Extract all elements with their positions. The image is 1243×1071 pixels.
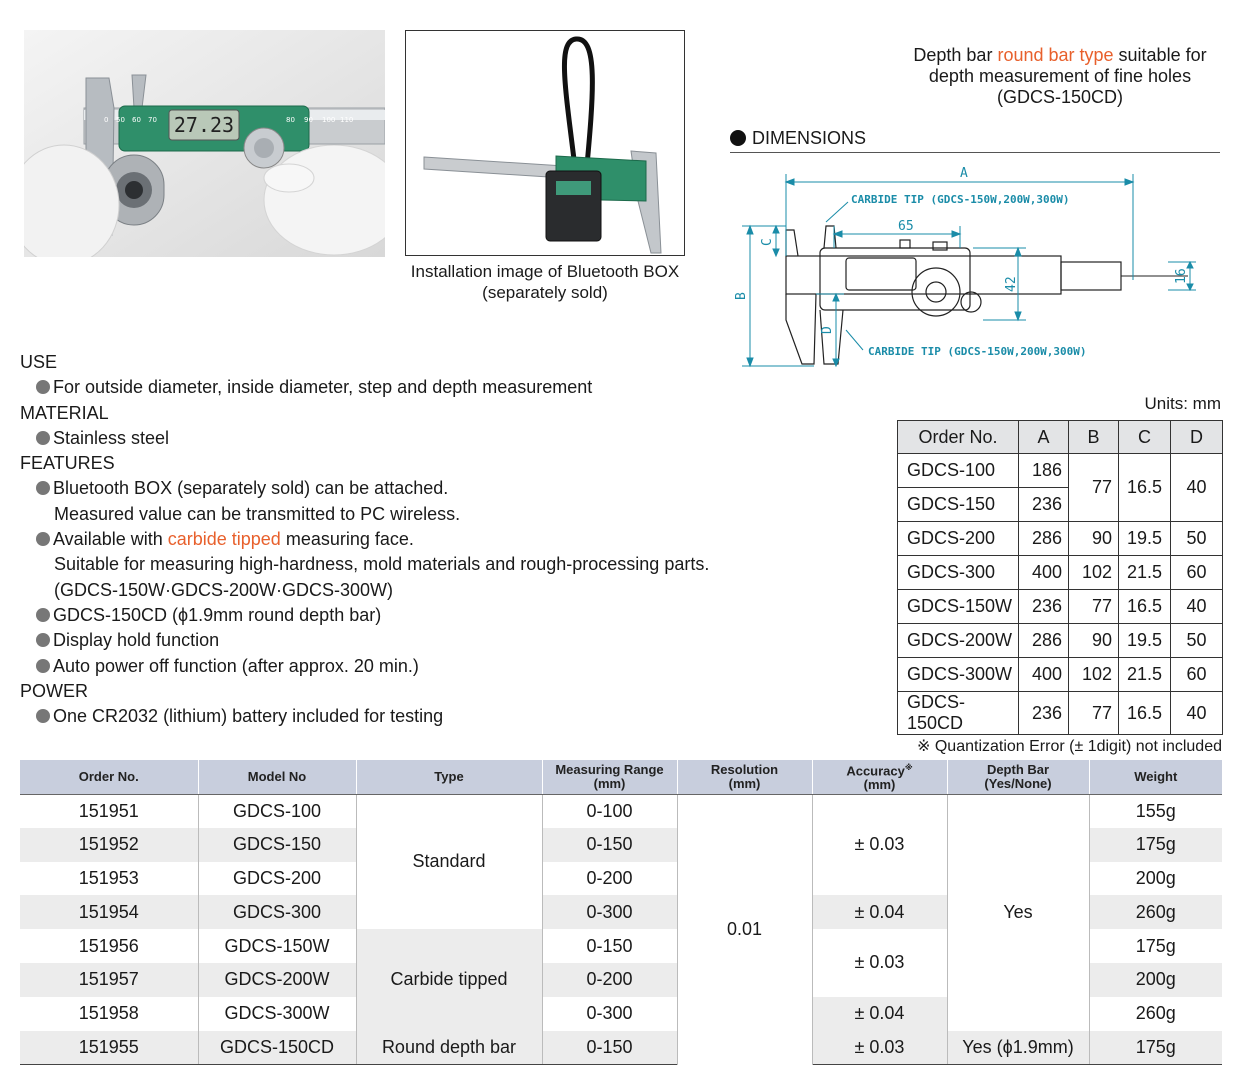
dim-row: GDCS-200 286 90 19.5 50 xyxy=(898,522,1223,556)
product-table xyxy=(20,760,1222,1065)
svg-text:70: 70 xyxy=(148,116,157,124)
bullet-icon xyxy=(36,659,50,673)
dim-label-16: 16 xyxy=(1174,268,1189,284)
caliper-in-hand-photo xyxy=(24,30,385,257)
svg-text:50: 50 xyxy=(116,116,125,124)
bluetooth-box-caption xyxy=(395,261,695,303)
dim-label-a: A xyxy=(960,166,968,181)
dim-row: GDCS-200W 286 90 19.5 50 xyxy=(898,624,1223,658)
feature-item-bluetooth-detail: Measured value can be transmitted to PC wireless. xyxy=(54,503,461,524)
table-row: 151952 GDCS-150 0-150 175g xyxy=(20,828,1222,862)
svg-text:90: 90 xyxy=(304,116,313,124)
feature-item-carbide-models: (GDCS-150W·GDCS-200W·GDCS-300W) xyxy=(54,579,394,600)
dim-row: GDCS-300 400 102 21.5 60 xyxy=(898,556,1223,590)
bullet-icon xyxy=(36,481,50,495)
dimensions-diagram xyxy=(728,160,1228,375)
depth-bar-round: Yes (ϕ1.9mm) xyxy=(947,1031,1089,1065)
power-heading: POWER xyxy=(20,680,89,701)
bullet-icon xyxy=(36,532,50,546)
dim-label-b: B xyxy=(734,292,749,300)
units-label: Units: mm xyxy=(1144,394,1221,413)
caliper-dimension-drawing xyxy=(728,160,1228,375)
svg-text:80: 80 xyxy=(286,116,295,124)
dim-row: GDCS-100 186 77 16.5 40 xyxy=(898,454,1223,488)
dimensions-heading xyxy=(730,128,1220,153)
dim-col-b: B xyxy=(1069,421,1119,454)
feature-item-display-hold: Display hold function xyxy=(20,628,780,653)
feature-item-depth-bar: GDCS-150CD (ϕ1.9mm round depth bar) xyxy=(20,603,780,628)
dim-row: GDCS-150 236 xyxy=(898,488,1223,522)
type-standard: Standard xyxy=(356,794,542,929)
bullet-icon xyxy=(36,709,50,723)
use-item: For outside diameter, inside diameter, step and depth measurement xyxy=(20,375,780,400)
col-weight: Weight xyxy=(1089,760,1222,794)
carbide-tip-top-label: CARBIDE TIP (GDCS-150W,200W,300W) xyxy=(851,193,1070,206)
svg-text:100: 100 xyxy=(322,116,336,124)
carbide-tip-bottom-label: CARBIDE TIP (GDCS-150W,200W,300W) xyxy=(868,345,1087,358)
col-type: Type xyxy=(356,760,542,794)
dim-label-65: 65 xyxy=(898,219,914,234)
svg-text:60: 60 xyxy=(132,116,141,124)
bullet-icon xyxy=(36,380,50,394)
depth-note-highlight: round bar type xyxy=(997,45,1114,65)
bluetooth-box-illustration xyxy=(406,31,684,255)
svg-text:110: 110 xyxy=(340,116,354,124)
dimensions-heading-label: DIMENSIONS xyxy=(752,128,867,148)
dimensions-table xyxy=(897,420,1223,735)
dim-row: GDCS-150CD 236 77 16.5 40 xyxy=(898,692,1223,735)
display-reading: 27.23 xyxy=(173,113,235,137)
specification-list xyxy=(20,350,780,729)
bullet-icon xyxy=(36,608,50,622)
col-measuring-range: Measuring Range (mm) xyxy=(542,760,677,794)
table-row: 151957 GDCS-200W 0-200 200g xyxy=(20,963,1222,997)
feature-item-auto-power-off: Auto power off function (after approx. 20 min.) xyxy=(20,654,780,679)
table-row: 151955 GDCS-150CD Round depth bar 0-150 ± 0.03 Yes (ϕ1.9mm) 175g xyxy=(20,1031,1222,1065)
accuracy-value: ± 0.04 xyxy=(812,895,947,929)
col-accuracy: Accuracy※ (mm) xyxy=(812,760,947,794)
depth-note-line-2: depth measurement of fine holes xyxy=(928,66,1192,86)
accuracy-value: ± 0.03 xyxy=(812,1031,947,1065)
depth-bar-yes: Yes xyxy=(947,794,1089,1031)
accuracy-value: ± 0.03 xyxy=(812,794,947,895)
type-round-depth-bar: Round depth bar xyxy=(356,1031,542,1065)
use-heading: USE xyxy=(20,352,58,372)
table-row: 151951 GDCS-100 Standard 0-100 0.01 ± 0.03 Yes 155g xyxy=(20,794,1222,828)
dim-row: GDCS-300W 400 102 21.5 60 xyxy=(898,658,1223,692)
bullet-icon xyxy=(730,130,746,146)
caliper-photo-illustration xyxy=(24,30,385,257)
dim-col-c: C xyxy=(1119,421,1171,454)
bluetooth-box-photo xyxy=(405,30,685,256)
depth-note-line-3: (GDCS-150CD) xyxy=(996,87,1124,107)
depth-bar-note xyxy=(880,45,1240,108)
accuracy-value: ± 0.03 xyxy=(812,929,947,997)
dim-label-d: D xyxy=(820,326,835,334)
table-row: 151954 GDCS-300 0-300 ± 0.04 260g xyxy=(20,895,1222,929)
dim-row: GDCS-150W 236 77 16.5 40 xyxy=(898,590,1223,624)
feature-item-bluetooth: Bluetooth BOX (separately sold) can be attached. xyxy=(20,476,780,501)
dim-col-order: Order No. xyxy=(898,421,1019,454)
feature-item-carbide-detail: Suitable for measuring high-hardness, mold materials and rough-processing parts. xyxy=(54,554,710,575)
quantization-error-note: ※ Quantization Error (± 1digit) not included xyxy=(917,738,1222,755)
bullet-icon xyxy=(36,633,50,647)
dim-label-c: C xyxy=(760,238,775,246)
svg-text:0: 0 xyxy=(104,116,109,124)
type-carbide: Carbide tipped xyxy=(356,929,542,1030)
bullet-icon xyxy=(36,431,50,445)
col-model-no: Model No xyxy=(198,760,356,794)
resolution-value: 0.01 xyxy=(677,794,812,1064)
material-heading: MATERIAL xyxy=(20,402,109,423)
col-depth-bar: Depth Bar (Yes/None) xyxy=(947,760,1089,794)
depth-note-line-1: Depth bar round bar type suitable for xyxy=(913,45,1207,65)
accuracy-value: ± 0.04 xyxy=(812,997,947,1031)
table-row: 151958 GDCS-300W 0-300 ± 0.04 260g xyxy=(20,997,1222,1031)
power-item: One CR2032 (lithium) battery included for testing xyxy=(20,704,780,729)
material-item: Stainless steel xyxy=(20,426,780,451)
table-row: 151953 GDCS-200 0-200 200g xyxy=(20,862,1222,896)
caption-line-1: Installation image of Bluetooth BOX xyxy=(410,262,680,281)
caption-line-2: (separately sold) xyxy=(482,283,608,302)
col-order-no: Order No. xyxy=(20,760,198,794)
carbide-highlight: carbide tipped xyxy=(167,529,281,550)
dim-label-42: 42 xyxy=(1004,276,1019,292)
dim-col-d: D xyxy=(1171,421,1223,454)
dim-col-a: A xyxy=(1019,421,1069,454)
feature-item-carbide: Available with carbide tipped measuring face. xyxy=(20,527,780,552)
features-heading: FEATURES xyxy=(20,453,115,474)
col-resolution: Resolution (mm) xyxy=(677,760,812,794)
table-row: 151956 GDCS-150W Carbide tipped 0-150 ± 0.03 175g xyxy=(20,929,1222,963)
